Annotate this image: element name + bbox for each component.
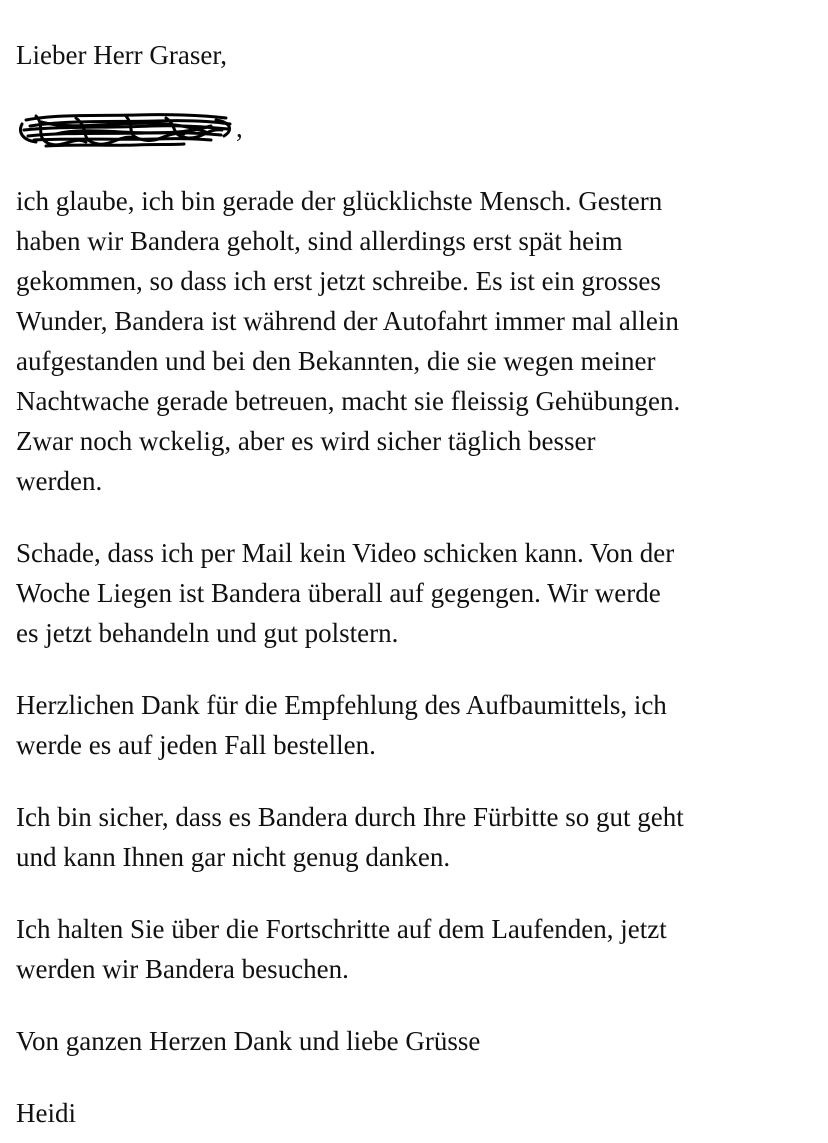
- letter-body: [16, 35, 821, 1133]
- closing-line: Von ganzen Herzen Dank und liebe Grüsse: [16, 1026, 481, 1056]
- paragraph-5: Ich halten Sie über die Fortschritte auf dem Laufenden, jetzt werden wir Bandera besuchen.: [16, 914, 667, 984]
- paragraph-2: Schade, dass ich per Mail kein Video schicken kann. Von der Woche Liegen ist Bandera überall auf gegengen. Wir werde es jetzt behandeln und gut polstern.: [16, 538, 675, 648]
- redacted-line-comma: ,: [236, 113, 243, 143]
- redacted-name-line: [16, 108, 821, 148]
- signature: Heidi: [16, 1098, 76, 1128]
- redaction-scribble: [16, 106, 238, 152]
- paragraph-4: Ich bin sicher, dass es Bandera durch Ihre Fürbitte so gut geht und kann Ihnen gar nicht genug danken.: [16, 802, 684, 872]
- paragraph-1: ich glaube, ich bin gerade der glücklichste Mensch. Gestern haben wir Bandera geholt, sind allerdings erst spät heim gekommen, so dass ich erst jetzt schreibe. Es ist ein grosses Wunder, Bandera ist während der Autofahrt immer mal allein aufgestanden und bei den Bekannten, die sie wegen meiner Nachtwache gerade betreuen, macht sie fleissig Gehübungen. Zwar noch wckelig, aber es wird sicher täglich besser werden.: [16, 186, 681, 496]
- salutation: Lieber Herr Graser,: [16, 40, 228, 70]
- paragraph-3: Herzlichen Dank für die Empfehlung des Aufbaumittels, ich werde es auf jeden Fall bestellen.: [16, 690, 667, 760]
